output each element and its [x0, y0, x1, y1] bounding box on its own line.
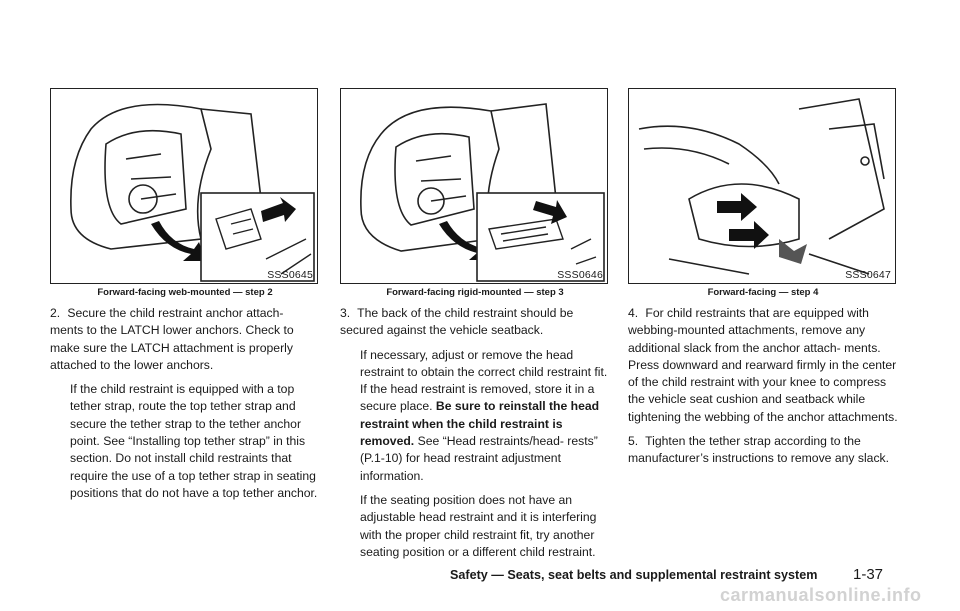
- column-3: [628, 88, 898, 468]
- step-number: 5.: [628, 434, 639, 449]
- watermark: carmanualsonline.info: [720, 585, 922, 605]
- illustration-child-seat-web: [51, 89, 317, 283]
- illustration-knee-press: [629, 89, 895, 283]
- column-1: [50, 88, 320, 502]
- warning-text: Be sure to reinstall the head restraint when the child restraint is removed.: [360, 399, 600, 449]
- step-text: For child restraints that are equipped with webbing-mounted attachments, remove any additional slack from the anchor attach- ments. Press downward and rearward firmly in the center of the child restraint with your knee to compress the vehicle seat cushion and seatback while tightening the webbing of the anchor attachments.: [628, 306, 898, 424]
- section-footer: Safety — Seats, seat belts and supplemental restraint system: [450, 568, 818, 582]
- step-number: 4.: [628, 306, 639, 320]
- figure-caption: Forward-facing — step 4: [707, 287, 819, 298]
- figure-caption: Forward-facing web-mounted — step 2: [97, 287, 273, 298]
- figure-caption: Forward-facing rigid-mounted — step 3: [386, 287, 564, 298]
- step-text: Tighten the tether strap according to the manufacturer’s instructions to remove any slack.: [628, 434, 890, 466]
- step-3-paragraph-head-restraint: [340, 347, 610, 485]
- figure-code: SSS0647: [845, 269, 891, 281]
- step-2-paragraph: If the child restraint is equipped with a top tether strap, route the top tether strap and secure the tether strap to the tether anchor point. See “Installing top tether strap” in this section. Do not install child restraints that require the use of a top tether strap in seating positions that do not have a top tether anchor.: [70, 382, 318, 500]
- step-text: The back of the child restraint should be secured against the vehicle seatback.: [340, 306, 574, 338]
- step-3: [340, 305, 610, 340]
- figure-rigid-mounted: [340, 88, 608, 284]
- text-segment: See “Head restraints/head- rests” (P.1-10) for head restraint adjustment information.: [360, 434, 598, 483]
- step-5: [628, 433, 898, 468]
- figure-forward-facing: [628, 88, 896, 284]
- illustration-child-seat-rigid: [341, 89, 607, 283]
- text-segment: If necessary, adjust or remove the head restraint to obtain the correct child restraint fit. If the head restraint is removed, store it in a secure place.: [360, 347, 608, 414]
- figure-code: SSS0646: [557, 269, 603, 281]
- step-text: Secure the child restraint anchor attach- ments to the LATCH lower anchors. Check to make sure the LATCH attachment is properly attached to the lower anchors.: [50, 306, 294, 372]
- figure-code: SSS0645: [267, 269, 313, 281]
- step-2: [50, 305, 320, 374]
- step-3-paragraph-alternate: If the seating position does not have an adjustable head restraint and it is interfering with the proper child restraint fit, try another seating position or a different child restraint.: [360, 492, 597, 559]
- step-4: [628, 305, 898, 426]
- page-number: 1-37: [853, 566, 884, 583]
- figure-web-mounted: [50, 88, 318, 284]
- step-number: 2.: [50, 306, 61, 320]
- column-2: [340, 88, 610, 561]
- step-number: 3.: [340, 306, 351, 320]
